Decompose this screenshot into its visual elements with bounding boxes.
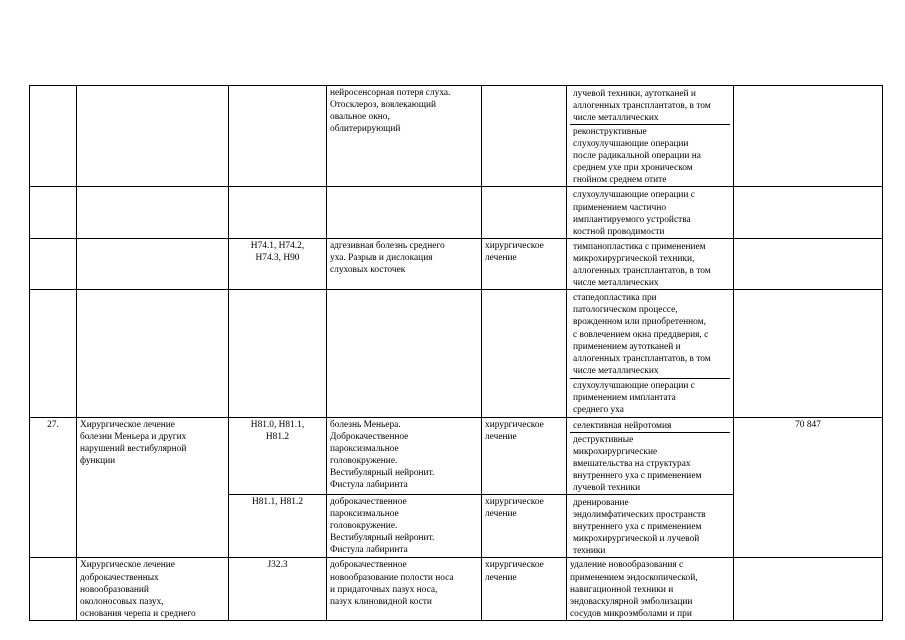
table-row (30, 558, 883, 621)
row-number-cell (30, 86, 77, 187)
icd-code-cell (229, 187, 327, 238)
procedure-name-cell (77, 238, 229, 289)
row-number-cell (30, 238, 77, 289)
treatment-method-cell (567, 290, 734, 417)
method-text: лучевой техники, аутотканей и аллогенных трансплантатов, в том числе металлических (573, 89, 711, 124)
treatment-method-cell (567, 238, 734, 289)
method-text: реконструктивные слухоулучшающие операции после радикальной операции на среднем ухе при хроническом гнойном среднем отите (570, 124, 730, 186)
method-text: стапедопластика при патологическом процессе, врожденном или приобретенном, с вовлечением окна преддверия, с применением аутотканей и аллогенных трансплантатов, в том числе металлических (573, 293, 711, 376)
disease-cell: нейросенсорная потеря слуха. Отосклероз, вовлекающий овальное окно, облитерирующий (327, 86, 482, 187)
cost-cell (734, 86, 883, 187)
procedure-name-cell: Хирургическое лечение болезни Меньера и других нарушений вестибулярной функции (77, 417, 229, 558)
medical-care-table (29, 85, 883, 621)
procedure-name-cell (77, 290, 229, 417)
disease-cell (327, 187, 482, 238)
icd-code-cell: J32.3 (229, 558, 327, 621)
treatment-method-cell (567, 417, 734, 494)
treatment-method-cell (567, 494, 734, 557)
procedure-name-cell (77, 86, 229, 187)
treatment-type-cell (482, 187, 567, 238)
table-row (30, 86, 883, 187)
row-number-cell (30, 558, 77, 621)
row-number-cell (30, 290, 77, 417)
method-text: деструктивные микрохирургические вмешательства на структурах внутреннего уха с применением лучевой техники (570, 432, 730, 494)
disease-cell: доброкачественное новообразование полости носа и придаточных пазух носа, пазух клиновидной кости (327, 558, 482, 621)
method-text: дренирование эндолимфатических пространств внутреннего уха с применением микрохирургической и лучевой техники (573, 497, 706, 557)
icd-code-cell: H81.1, H81.2 (229, 494, 327, 557)
treatment-type-cell (482, 290, 567, 417)
method-text: селективная нейротомия (573, 420, 672, 431)
procedure-name-cell: Хирургическое лечение доброкачественных новообразований околоносовых пазух, основания черепа и среднего (77, 558, 229, 621)
table-row (30, 417, 883, 494)
disease-cell: болезнь Меньера. Доброкачественное пароксизмальное головокружение. Вестибулярный нейронит. Фистула лабиринта (327, 417, 482, 494)
icd-code-cell (229, 86, 327, 187)
method-text: слухоулучшающие операции с применением имплантата среднего уха (570, 378, 730, 416)
treatment-type-cell: хирургическое лечение (482, 238, 567, 289)
method-text: тимпанопластика с применением микрохирургической техники, аллогенных трансплантатов, в том числе металлических (573, 241, 711, 289)
cost-cell (734, 238, 883, 289)
table-row (30, 187, 883, 238)
method-text: слухоулучшающие операции с применением частично имплантируемого устройства костной проводимости (573, 190, 695, 237)
treatment-type-cell: хирургическое лечение (482, 494, 567, 557)
icd-code-cell (229, 290, 327, 417)
treatment-type-cell: хирургическое лечение (482, 417, 567, 494)
table-row (30, 290, 883, 417)
cost-cell: 70 847 (734, 417, 883, 558)
row-number-cell (30, 187, 77, 238)
disease-cell: адгезивная болезнь среднего уха. Разрыв и дислокация слуховых косточек (327, 238, 482, 289)
row-number-cell: 27. (30, 417, 77, 558)
cost-cell (734, 290, 883, 417)
treatment-type-cell: хирургическое лечение (482, 558, 567, 621)
disease-cell: доброкачественное пароксизмальное головокружение. Вестибулярный нейронит. Фистула лабиринта (327, 494, 482, 557)
treatment-method-cell (567, 187, 734, 238)
disease-cell (327, 290, 482, 417)
cost-cell (734, 187, 883, 238)
procedure-name-cell (77, 187, 229, 238)
treatment-method-cell (567, 86, 734, 187)
icd-code-cell: H81.0, H81.1, H81.2 (229, 417, 327, 494)
treatment-type-cell (482, 86, 567, 187)
cost-cell (734, 558, 883, 621)
icd-code-cell: H74.1, H74.2, H74.3, H90 (229, 238, 327, 289)
table-row (30, 238, 883, 289)
treatment-method-cell: удаление новообразования с применением эндоскопической, навигационной техники и эндоваскулярной эмболизации сосудов микроэмболами и при (567, 558, 734, 621)
